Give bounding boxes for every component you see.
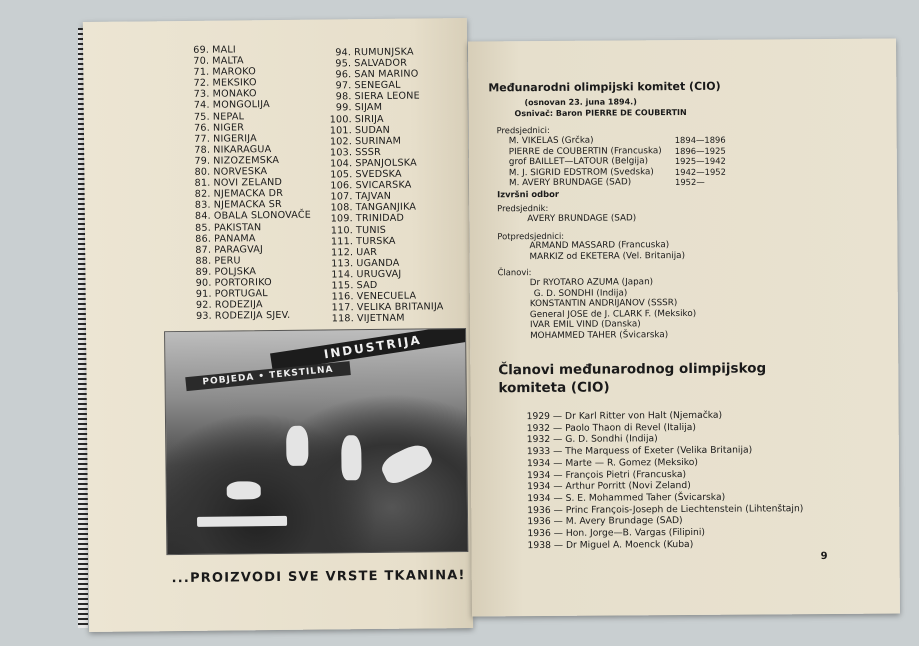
country-name: SAD <box>356 279 378 292</box>
history-entry: 1936 — Hon. Jorge—B. Vargas (Filipini) <box>527 526 706 540</box>
vice-president: MARKIZ od EKETERA (Vel. Britanija) <box>529 250 686 263</box>
president-years: 1894—1896 <box>674 134 726 146</box>
country-name: NIZOZEMSKA <box>213 154 280 167</box>
country-number: 114. <box>331 269 354 281</box>
country-name: OBALA SLONOVAČE <box>213 210 312 223</box>
country-name: PORTORIKO <box>214 277 272 289</box>
left-page <box>83 18 473 632</box>
country-number: 78. <box>194 144 211 156</box>
country-row <box>184 310 312 322</box>
country-name: PORTUGAL <box>214 288 268 300</box>
country-number: 69. <box>193 44 210 56</box>
founded-date: (osnovan 23. juna 1894.) <box>524 97 637 108</box>
member-name: KONSTANTIN ANDRIJANOV (SSSR) <box>529 298 678 310</box>
country-number: 82. <box>194 188 211 201</box>
page-number: 9 <box>820 551 828 563</box>
country-number: 113. <box>331 257 354 270</box>
vice-president: ARMAND MASSARD (Francuska) <box>529 240 670 252</box>
country-list-column-2 <box>323 46 444 325</box>
history-entry: 1932 — G. D. Sondhi (Indija) <box>526 433 658 446</box>
country-number: 96. <box>335 69 352 81</box>
country-number: 111. <box>330 235 354 248</box>
country-name: SALVADOR <box>354 57 408 70</box>
country-number: 100. <box>329 113 352 126</box>
country-number: 88. <box>195 255 212 267</box>
country-name: POLJSKA <box>214 266 257 278</box>
photo-display-item <box>341 435 361 480</box>
ioc-title: Međunarodni olimpijski komitet (CIO) <box>488 79 721 95</box>
country-number: 85. <box>195 222 212 234</box>
current-president: AVERY BRUNDAGE (SAD) <box>527 213 637 225</box>
country-name: PERU <box>214 255 241 267</box>
country-number: 91. <box>195 288 212 300</box>
country-number: 107. <box>330 191 353 203</box>
history-entry: 1933 — The Marquess of Exeter (Velika Britanija) <box>526 444 753 458</box>
country-name: MONGOLIJA <box>212 99 270 112</box>
country-number: 104. <box>330 158 353 170</box>
country-number: 72. <box>193 77 210 90</box>
photo-display-item <box>227 481 261 499</box>
country-name: SURINAM <box>355 135 402 147</box>
country-number: 106. <box>330 180 353 192</box>
country-number: 81. <box>194 177 211 189</box>
country-name: RODEZIJA SJEV. <box>214 310 291 322</box>
photo-caption: ...PROIZVODI SVE VRSTE TKANINA! <box>171 568 466 587</box>
president-name: M. VIKELAS (Grčka) <box>508 135 594 147</box>
history-entry: 1932 — Paolo Thaon di Revel (Italija) <box>526 421 696 434</box>
country-number: 92. <box>195 299 212 312</box>
exhibition-photo <box>164 328 468 555</box>
country-name: PAKISTAN <box>213 221 262 234</box>
president-years: 1896—1925 <box>674 145 726 156</box>
country-number: 77. <box>194 133 211 145</box>
country-name: MALI <box>212 44 237 56</box>
country-number: 76. <box>194 122 210 134</box>
country-name: VENECUELA <box>356 290 417 303</box>
country-name: NOVI ZELAND <box>213 177 283 189</box>
country-name: SUDAN <box>354 124 391 136</box>
country-name: RUMUNJSKA <box>354 46 414 59</box>
founder-line: Osnivač: Baron PIERRE DE COUBERTIN <box>514 107 687 119</box>
history-entry: 1934 — Marte — R. Gomez (Meksiko) <box>526 456 699 469</box>
history-entry: 1938 — Dr Miguel A. Moenck (Kuba) <box>527 538 694 551</box>
country-name: TURSKA <box>356 235 396 247</box>
history-entry: 1934 — François Pietri (Francuska) <box>526 468 687 481</box>
country-name: URUGVAJ <box>356 268 402 281</box>
country-number: 80. <box>194 166 211 178</box>
section-heading-members-history: Članovi međunarodnog olimpijskog komiteta (CIO) <box>498 360 767 397</box>
photo-sign-pobjeda: POBJEDA • TEKSTILNA <box>185 361 351 391</box>
country-name: UGANDA <box>356 257 400 269</box>
country-number: 105. <box>330 169 353 181</box>
presidents-label: Predsjednici: <box>496 124 550 136</box>
country-name: NJEMACKA DR <box>213 188 284 200</box>
country-number: 99. <box>335 102 352 114</box>
member-name: G. D. SONDHI (Indija) <box>533 287 628 299</box>
country-name: MEKSIKO <box>212 77 257 89</box>
members-history-list <box>527 409 804 551</box>
country-list-column-1 <box>181 44 312 323</box>
country-name: VELIKA BRITANIJA <box>356 301 444 314</box>
member-name: MOHAMMED TAHER (Švicarska) <box>530 330 669 342</box>
president-years: 1925—1942 <box>674 155 726 167</box>
country-number: 71. <box>193 66 210 79</box>
photo-display-item <box>286 426 308 466</box>
vice-presidents-label: Potpredsjednici: <box>497 230 565 242</box>
president-years: 1952— <box>674 176 705 188</box>
country-number: 73. <box>193 89 210 101</box>
country-number: 79. <box>194 155 211 167</box>
history-entry: 1936 — M. Avery Brundage (SAD) <box>527 515 683 528</box>
country-number: 75. <box>193 111 210 123</box>
country-name: SVEDSKA <box>355 168 402 181</box>
member-name: Dr RYOTARO AZUMA (Japan) <box>529 277 654 289</box>
country-number: 101. <box>329 124 353 137</box>
country-name: TRINIDAD <box>355 213 405 225</box>
country-number: 86. <box>195 233 212 245</box>
country-number: 90. <box>195 277 212 289</box>
country-number: 84. <box>194 211 211 223</box>
country-number: 110. <box>330 224 354 236</box>
country-number: 93. <box>195 310 212 323</box>
member-name: IVAR EMIL VIND (Danska) <box>529 319 641 331</box>
executive-board-label: Izvršni odbor <box>497 188 560 200</box>
country-name: SIJAM <box>354 102 383 114</box>
country-number: 89. <box>195 266 212 278</box>
country-name: SVICARSKA <box>355 179 412 192</box>
country-name: VIJETNAM <box>356 312 405 325</box>
country-number: 116. <box>331 291 354 303</box>
country-name: PANAMA <box>214 232 256 245</box>
country-name: SENEGAL <box>354 79 401 92</box>
history-entry: 1934 — Arthur Porritt (Novi Zeland) <box>527 480 691 493</box>
country-name: SSSR <box>355 146 382 159</box>
country-number: 118. <box>331 313 354 325</box>
country-name: PARAGVAJ <box>214 243 264 256</box>
history-entry: 1929 — Dr Karl Ritter von Halt (Njemačka) <box>526 409 723 423</box>
country-number: 102. <box>329 135 353 148</box>
country-row <box>326 301 444 313</box>
country-number: 109. <box>330 213 353 225</box>
president-name: M. AVERY BRUNDAGE (SAD) <box>508 177 632 189</box>
country-number: 74. <box>193 100 210 112</box>
right-page <box>468 39 900 617</box>
country-name: SPANJOLSKA <box>355 157 417 170</box>
country-number: 70. <box>193 55 210 67</box>
country-number: 103. <box>329 147 353 159</box>
president-years: 1942—1952 <box>674 166 726 177</box>
country-name: NIGER <box>212 122 245 134</box>
country-number: 94. <box>335 47 352 59</box>
members-label: Članovi: <box>497 267 532 278</box>
country-number: 108. <box>330 202 353 214</box>
member-name: General JOSE de J. CLARK F. (Meksiko) <box>529 308 697 320</box>
country-name: MAROKO <box>212 66 256 78</box>
country-name: NEPAL <box>212 110 245 123</box>
country-name: RODEZIJA <box>214 299 263 311</box>
country-number: 117. <box>331 302 354 314</box>
country-number: 83. <box>194 200 211 212</box>
country-name: TANGANJIKA <box>355 201 417 214</box>
country-name: TAJVAN <box>355 191 392 203</box>
history-entry: 1936 — Princ François-Joseph de Liechtenstein (Lihtenštajn) <box>527 502 804 516</box>
country-number: 87. <box>195 244 212 256</box>
president-name: PIERRE de COUBERTIN (Francuska) <box>508 145 662 157</box>
country-row <box>183 210 311 222</box>
president-name: grof BAILLET—LATOUR (Belgija) <box>508 156 649 168</box>
photo-display-item <box>197 516 287 527</box>
president-name: M. J. SIGRID EDSTROM (Svedska) <box>508 166 654 178</box>
photo-sign-industrija: INDUSTRIJA <box>270 328 468 371</box>
country-name: SIRIJA <box>354 113 384 125</box>
country-name: NIKARAGUA <box>213 143 272 156</box>
country-number: 97. <box>335 80 352 92</box>
country-number: 98. <box>335 91 352 103</box>
country-row <box>326 313 444 325</box>
country-name: UAR <box>356 246 378 258</box>
country-name: NORVESKA <box>213 166 268 178</box>
country-name: TUNIS <box>355 224 387 236</box>
country-name: SIERA LEONE <box>354 90 420 103</box>
country-name: NIGERIJA <box>212 132 257 145</box>
country-name: MONAKO <box>212 88 257 101</box>
country-name: NJEMACKA SR <box>213 199 282 211</box>
country-name: SAN MARINO <box>354 68 419 81</box>
photo-display-item <box>378 440 435 487</box>
country-number: 95. <box>335 58 352 70</box>
country-number: 115. <box>331 280 354 292</box>
country-number: 112. <box>331 246 354 259</box>
president-label: Predsjednik: <box>497 202 549 214</box>
country-name: MALTA <box>212 55 244 67</box>
history-entry: 1934 — S. E. Mohammed Taher (Švicarska) <box>527 491 726 505</box>
